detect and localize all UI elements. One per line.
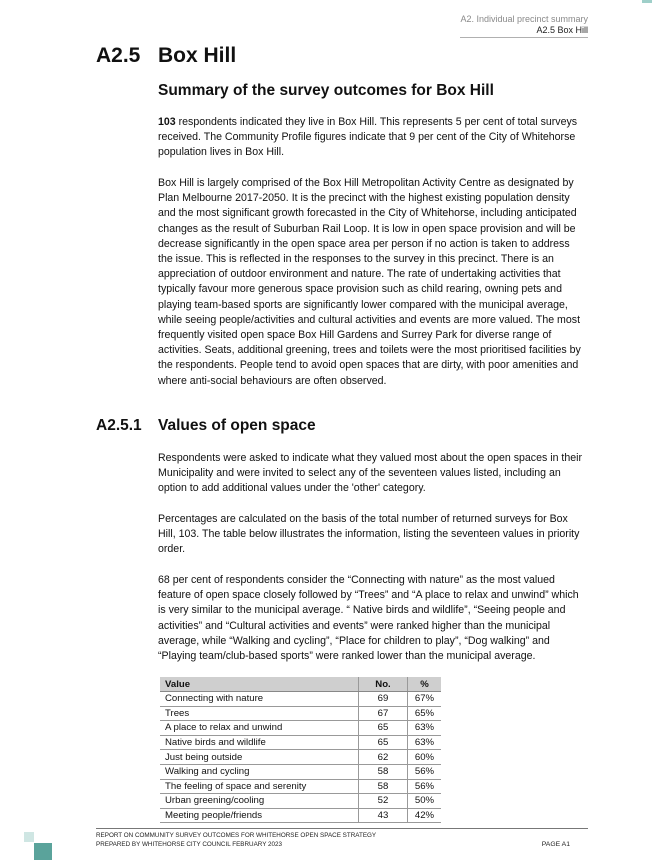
cell-value: Meeting people/friends <box>160 808 359 823</box>
footer-line-2: PREPARED BY WHITEHORSE CITY COUNCIL FEBRUARY 2023 <box>96 840 283 848</box>
page-number: PAGE A1 <box>541 841 570 848</box>
cell-percent: 50% <box>408 794 442 809</box>
table-row <box>160 779 441 794</box>
corner-accent <box>642 0 652 3</box>
cell-number: 58 <box>359 764 408 779</box>
cell-number: 65 <box>359 721 408 736</box>
section-number: A2.5 <box>96 44 141 67</box>
values-paragraph-1: Respondents were asked to indicate what they valued most about the open spaces in their Municipality and were invited to select any of the seventeen values listed, including an option to add additional values under the 'other' category. <box>158 452 583 495</box>
cell-value: Connecting with nature <box>160 692 359 707</box>
running-header <box>460 14 588 38</box>
cell-number: 62 <box>359 750 408 765</box>
subsection-number: A2.5.1 <box>96 417 142 434</box>
cell-value: Just being outside <box>160 750 359 765</box>
logo-square-light <box>24 832 34 842</box>
footer-text <box>96 832 376 849</box>
subsection-title: Values of open space <box>158 417 316 434</box>
footer-line-1: REPORT ON COMMUNITY SURVEY OUTCOMES FOR WHITEHORSE OPEN SPACE STRATEGY <box>96 832 377 839</box>
cell-number: 58 <box>359 779 408 794</box>
cell-value: Walking and cycling <box>160 764 359 779</box>
cell-percent: 63% <box>408 721 442 736</box>
cell-percent: 56% <box>408 764 442 779</box>
logo-square-dark <box>34 843 52 860</box>
summary-paragraph-1 <box>158 115 586 161</box>
summary-paragraph-1-text: respondents indicated they live in Box Hill. This represents 5 per cent of total surveys received. The Community Profile figures indicate that 9 per cent of the City of Whitehorse population lives in Box Hill. <box>158 116 578 159</box>
cell-value: Trees <box>160 706 359 721</box>
summary-paragraph-2: Box Hill is largely comprised of the Box Hill Metropolitan Activity Centre as designated by Plan Melbourne 2017-2050. It is the precinct with the highest existing population density and the most significant growth forecasted in the City of Whitehorse, including anticipated changes as the result of Suburban Rail Loop. It is low in open space provision and will be decrease significantly in the open space area per person if no action is taken to address the issue. This is reflected in the responses to the survey in this precinct. There is an appreciation of outdoor environment and nature. The rate of undertaking activities that typically favour more generous space provision such as child rearing, owning pets and playing team-based sports are significantly lower compared with the municipal average, while seeing people/activities and cultural activities and events are more valued. The most frequently visited open space Box Hill Gardens and Surrey Park for diverse range of activities. Seats, additional greening, trees and toilets were the most prioritised facilities by the respondents. People tend to avoid open spaces that are dirty, with poor amenities and where anti-social behaviours are often observed. <box>158 177 581 387</box>
table-row <box>160 735 441 750</box>
cell-percent: 60% <box>408 750 442 765</box>
respondent-count: 103 <box>158 116 176 128</box>
section-heading <box>96 44 236 68</box>
table-row <box>160 692 441 707</box>
table-header-row <box>160 677 441 692</box>
section-title: Box Hill <box>158 44 237 67</box>
column-header-value: Value <box>160 677 359 692</box>
cell-value: The feeling of space and serenity <box>160 779 359 794</box>
cell-number: 65 <box>359 735 408 750</box>
values-table <box>160 677 441 823</box>
header-subsection: A2.5 Box Hill <box>460 25 588 38</box>
cell-value: A place to relax and unwind <box>160 721 359 736</box>
table-row <box>160 706 441 721</box>
column-header-number: No. <box>359 677 408 692</box>
values-paragraph-3: 68 per cent of respondents consider the “Connecting with nature” as the most valued feature of open space closely followed by “Trees” and “A place to relax and unwind” which is very similar to the municipal average. “ Native birds and wildlife”, “Seeing people and activities” and “Cultural activities and events” were ranked higher than the municipal average, while “Walking and cycling”, “Place for children to play”, “Dog walking” and “Playing team/club-based sports” were ranked lower than the municipal average. <box>158 574 579 663</box>
cell-number: 52 <box>359 794 408 809</box>
cell-number: 43 <box>359 808 408 823</box>
cell-percent: 65% <box>408 706 442 721</box>
cell-percent: 67% <box>408 692 442 707</box>
cell-percent: 63% <box>408 735 442 750</box>
table-row <box>160 764 441 779</box>
cell-value: Urban greening/cooling <box>160 794 359 809</box>
summary-heading: Summary of the survey outcomes for Box Hill <box>158 82 494 99</box>
cell-value: Native birds and wildlife <box>160 735 359 750</box>
cell-percent: 56% <box>408 779 442 794</box>
cell-number: 69 <box>359 692 408 707</box>
subsection-heading <box>96 417 316 435</box>
table-row <box>160 808 441 823</box>
cell-percent: 42% <box>408 808 442 823</box>
values-paragraph-2: Percentages are calculated on the basis of the total number of returned surveys for Box Hill, 103. The table below illustrates the information, listing the seventeen values in priority order. <box>158 513 580 556</box>
header-section: A2. Individual precinct summary <box>460 14 588 24</box>
table-row <box>160 721 441 736</box>
table-row <box>160 750 441 765</box>
table-row <box>160 794 441 809</box>
cell-number: 67 <box>359 706 408 721</box>
footer-divider <box>96 828 588 829</box>
column-header-percent: % <box>408 677 442 692</box>
